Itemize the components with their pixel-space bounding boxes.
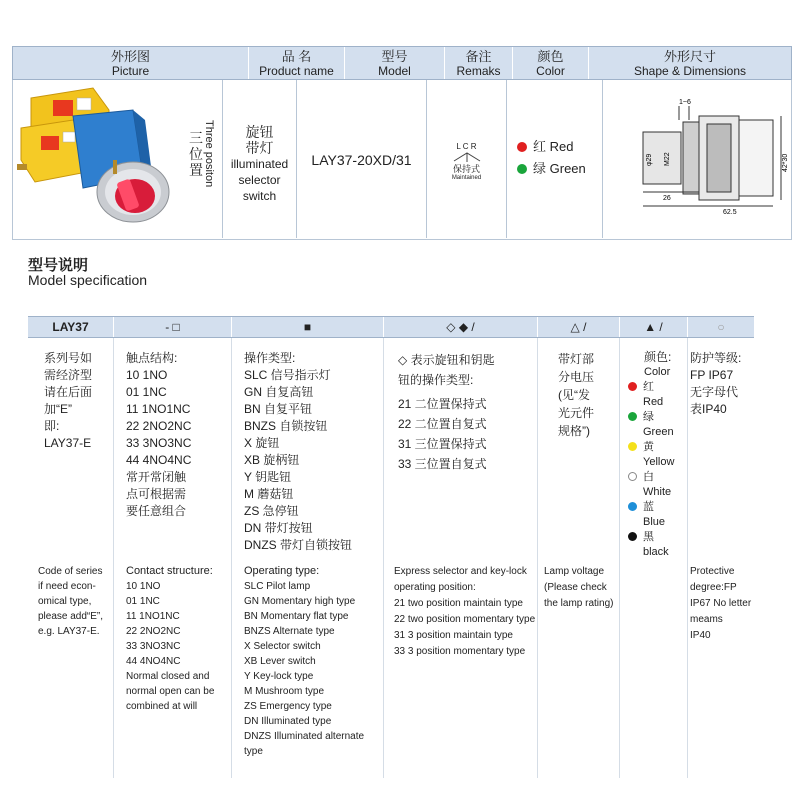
spec-header-operating: ■ bbox=[232, 317, 384, 337]
header-dimensions: 外形尺寸 Shape & Dimensions bbox=[633, 49, 747, 78]
spec-header-express: ◇ ◆ / bbox=[384, 317, 538, 337]
header-color: 颜色 Color bbox=[513, 47, 589, 79]
spec-header-color: ▲ / bbox=[620, 317, 688, 337]
color-red: 红 Red bbox=[517, 136, 602, 158]
spec-color-red: 红 bbox=[628, 380, 674, 395]
remarks-cell bbox=[427, 80, 507, 238]
spec-col-color: 颜色: Color 红 Red 绿 Green 黄 Yellow 白 White 蓝 Blue 黑 black bbox=[620, 338, 688, 778]
spec-header-contact: - □ bbox=[114, 317, 232, 337]
spec-color-black: 黑 bbox=[628, 530, 674, 545]
header-product-name: 品 名 Product name bbox=[249, 47, 345, 79]
selector-switch-image bbox=[13, 80, 183, 238]
position-diagram-icon bbox=[450, 151, 484, 163]
blue-dot-icon bbox=[628, 502, 637, 511]
spec-col-contact: 触点结构: 10 1NO 01 1NC 11 1NO1NC 22 2NO2NC 33 3NO3NC 44 4NO4NC 常开常闭触 点可根据需 要任意组合 Contact structure: 10 1NO 01 1NC 11 1NO1NC 22 2NO2NC 33 3NO3NC 44 4NO4NC Normal closed and normal open can be combined at will bbox=[114, 338, 232, 778]
model-cell bbox=[297, 80, 427, 238]
spec-color-blue: 蓝 bbox=[628, 500, 674, 515]
remark-zh: 保持式 bbox=[452, 164, 480, 174]
spec-col-express: ◇ 表示旋钮和钥匙 钮的操作类型: 21 二位置保持式 22 二位置自复式 31 三位置保持式 33 三位置自复式 Express selector and key-lock operating position: 21 two position maintain type 22 two position momentary type 31 3 position maintain type 33 3 position momentary type bbox=[384, 338, 538, 778]
spec-title-zh: 型号说明 bbox=[28, 257, 89, 274]
dimensions-drawing bbox=[603, 80, 791, 238]
three-position-en: Three positon bbox=[203, 120, 215, 188]
yellow-dot-icon bbox=[628, 442, 637, 451]
white-dot-icon bbox=[628, 472, 637, 481]
spec-col-series: 系列号如 需经济型 请在后面 加“E” 即: LAY37-E Code of series if need econ- omical type, please add“E”, e.g. LAY37-E. bbox=[28, 338, 114, 778]
red-dot-icon bbox=[517, 142, 527, 152]
dim-phi29: φ29 bbox=[646, 153, 653, 166]
product-table-row bbox=[12, 80, 792, 240]
spec-header-lamp: △ / bbox=[538, 317, 620, 337]
dim-26: 26 bbox=[663, 195, 671, 202]
color-cell bbox=[507, 80, 603, 238]
product-table-header bbox=[12, 46, 792, 80]
spec-color-white: 白 bbox=[628, 470, 674, 485]
green-dot-icon bbox=[517, 164, 527, 174]
product-picture bbox=[13, 80, 183, 238]
remark-en: Maintained bbox=[451, 175, 482, 181]
red-dot-icon bbox=[628, 382, 637, 391]
header-model: 型号 Model bbox=[345, 47, 445, 79]
spec-color-green: 绿 bbox=[628, 410, 674, 425]
three-position-zh: 三位置 bbox=[189, 130, 203, 178]
model-number: LAY37-20XD/31 bbox=[311, 152, 412, 168]
spec-color-yellow: 黄 bbox=[628, 440, 674, 455]
spec-header-series: LAY37 bbox=[28, 317, 114, 337]
product-name-zh2: 带灯 bbox=[245, 140, 274, 156]
dim-1-6: 1~6 bbox=[679, 99, 691, 106]
remark-letters: L C R bbox=[456, 142, 477, 151]
spec-header-protect: ○ bbox=[717, 320, 725, 334]
black-dot-icon bbox=[628, 532, 637, 541]
spec-col-protect: 防护等级: FP IP67 无字母代 表IP40 Protective degree:FP IP67 No letter meams IP40 bbox=[690, 351, 752, 641]
product-name-cell bbox=[223, 80, 297, 238]
header-remarks: 备注 Remaks bbox=[445, 47, 513, 79]
color-green: 绿 Green bbox=[517, 158, 602, 180]
product-name-zh1: 旋钮 bbox=[245, 124, 274, 140]
dim-m22: M22 bbox=[664, 152, 671, 166]
spec-col-operating: 操作类型: SLC 信号指示灯 GN 自复高钮 BN 自复平钮 BNZS 自锁按钮 X 旋钮 XB 旋柄钮 Y 钥匙钮 M 蘑菇钮 ZS 急停钮 DN 带灯按钮 DNZS 带灯自锁按钮 Operating type: SLC Pilot lamp GN Momentary high type BN Momentary flat type BNZS Alternate type X Selector switch XB Lever switch Y Key-lock type M Mushroom type ZS Emergency type DN Illuminated type DNZS Illuminated alternate type bbox=[232, 338, 384, 778]
spec-header bbox=[28, 316, 754, 338]
spec-col-lamp: 带灯部 分电压 (见“发 光元件 规格”) Lamp voltage (Please check the lamp rating) bbox=[538, 338, 620, 778]
product-name-en3: switch bbox=[242, 189, 277, 203]
dim-62-5: 62.5 bbox=[723, 209, 737, 216]
product-name-en2: selector bbox=[238, 173, 281, 187]
header-picture: 外形图 Picture bbox=[13, 47, 249, 79]
green-dot-icon bbox=[628, 412, 637, 421]
spec-title-en: Model specification bbox=[28, 272, 148, 288]
product-name-en1: illuminated bbox=[230, 157, 289, 171]
three-position-cell bbox=[183, 80, 223, 238]
dim-42x30: 42*30 bbox=[782, 153, 789, 172]
dimension-diagram bbox=[603, 80, 791, 238]
